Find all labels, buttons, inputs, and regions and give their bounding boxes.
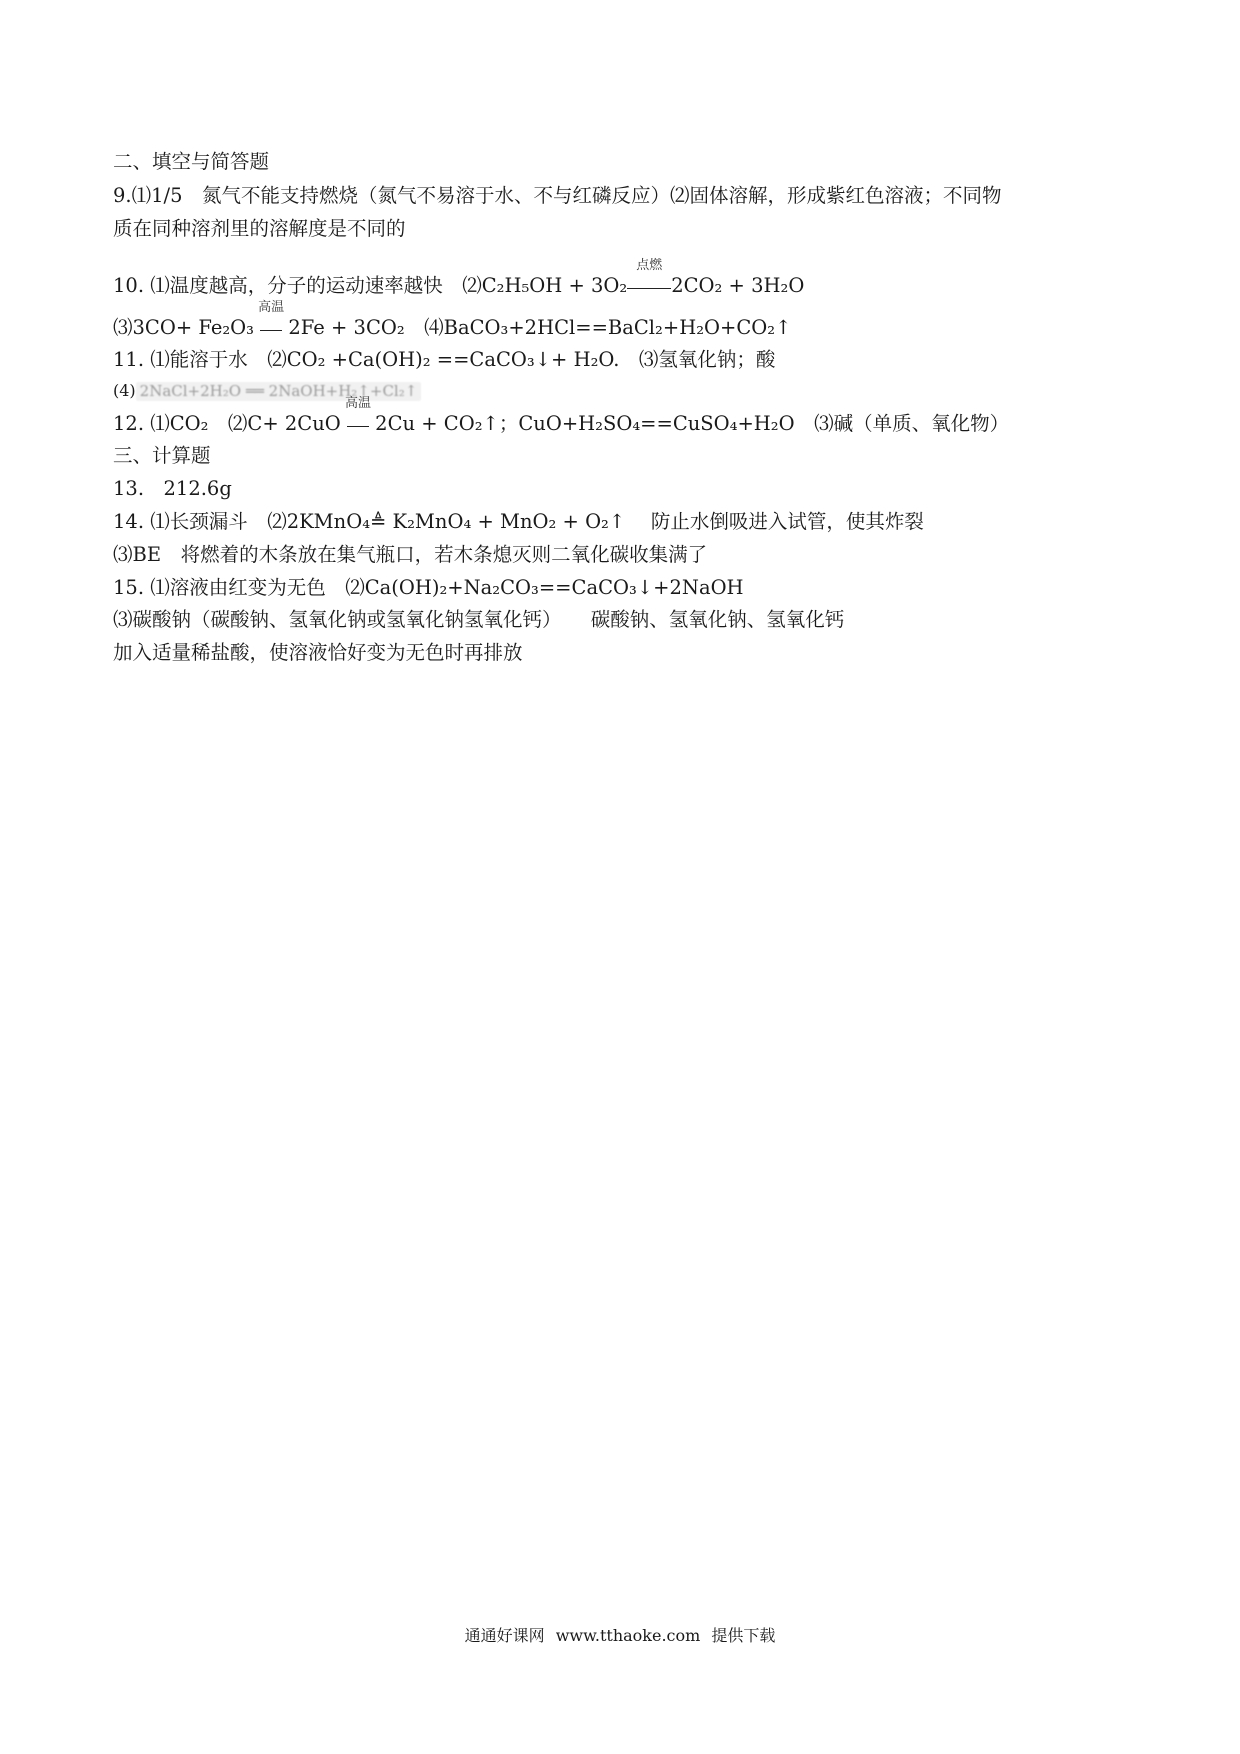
q10-text-a: 10. ⑴温度越高，分子的运动速率越快 ⑵C₂H₅OH + 3O₂ [113,274,628,297]
footer-site-name: 通通好课网 [464,1626,545,1645]
q9-line1: 9.⑴1/5 氮气不能支持燃烧（氮气不易溶于水、不与红磷反应）⑵固体溶解，形成紫红色溶液；不同物 [113,184,1002,207]
q9-line2: 质在同种溶剂里的溶解度是不同的 [113,217,406,240]
equation-line [627,278,671,289]
condition-label: 高温 [258,300,285,315]
q10-line2 [113,300,792,339]
reaction-condition [627,258,671,296]
section-title-calculation: 三、计算题 [113,444,211,467]
condition-label: 点燃 [636,258,663,273]
condition-label: 高温 [344,396,371,411]
footer-suffix: 提供下载 [711,1626,776,1645]
q15-line2: ⑶碳酸钠（碳酸钠、氢氧化钠或氢氧化钠氢氧化钙） 碳酸钠、氢氧化钠、氢氧化钙 [113,608,845,631]
q10-line1 [113,258,805,297]
equation-line [347,416,369,427]
reaction-condition [344,396,371,434]
q15-line1: 15. ⑴溶液由红变为无色 ⑵Ca(OH)₂+Na₂CO₃==CaCO₃↓+2NaOH [113,576,744,599]
q10-text-b: 2CO₂ + 3H₂O [671,274,805,297]
section-title-fill-in: 二、填空与简答题 [113,150,270,173]
page-footer [0,1623,1240,1646]
q14-line2: ⑶BE 将燃着的木条放在集气瓶口，若木条熄灭则二氧化碳收集满了 [113,543,708,566]
equation-line [260,320,282,331]
reaction-condition [258,300,285,338]
q15-line3: 加入适量稀盐酸，使溶液恰好变为无色时再排放 [113,641,523,664]
q14-line1: 14. ⑴长颈漏斗 ⑵2KMnO₄≜ K₂MnO₄ + MnO₂ + O₂↑ 防止水倒吸进入试管，使其炸裂 [113,510,924,533]
footer-url: www.tthaoke.com [555,1626,701,1645]
q10-line2-text-a: ⑶3CO+ Fe₂O₃ [113,316,254,339]
q11-line1: 11. ⑴能溶于水 ⑵CO₂ +Ca(OH)₂ ==CaCO₃↓+ H₂O. ⑶氢氧化钠；酸 [113,348,776,371]
q10-line2-text-b: 2Fe + 3CO₂ ⑷BaCO₃+2HCl==BaCl₂+H₂O+CO₂↑ [288,316,792,339]
blurred-equation-image: 2NaCl+2H₂O ══ 2NaOH+H₂↑+Cl₂↑ [136,382,422,401]
q12-text-a: 12. ⑴CO₂ ⑵C+ 2CuO [113,412,341,435]
q12-line1 [113,396,1010,435]
q11-prefix: (4) [113,381,136,400]
q11-line2 [113,380,421,401]
q13-line: 13. 212.6g [113,477,232,500]
q12-text-b: 2Cu + CO₂↑；CuO+H₂SO₄==CuSO₄+H₂O ⑶碱（单质、氧化物） [375,412,1010,435]
